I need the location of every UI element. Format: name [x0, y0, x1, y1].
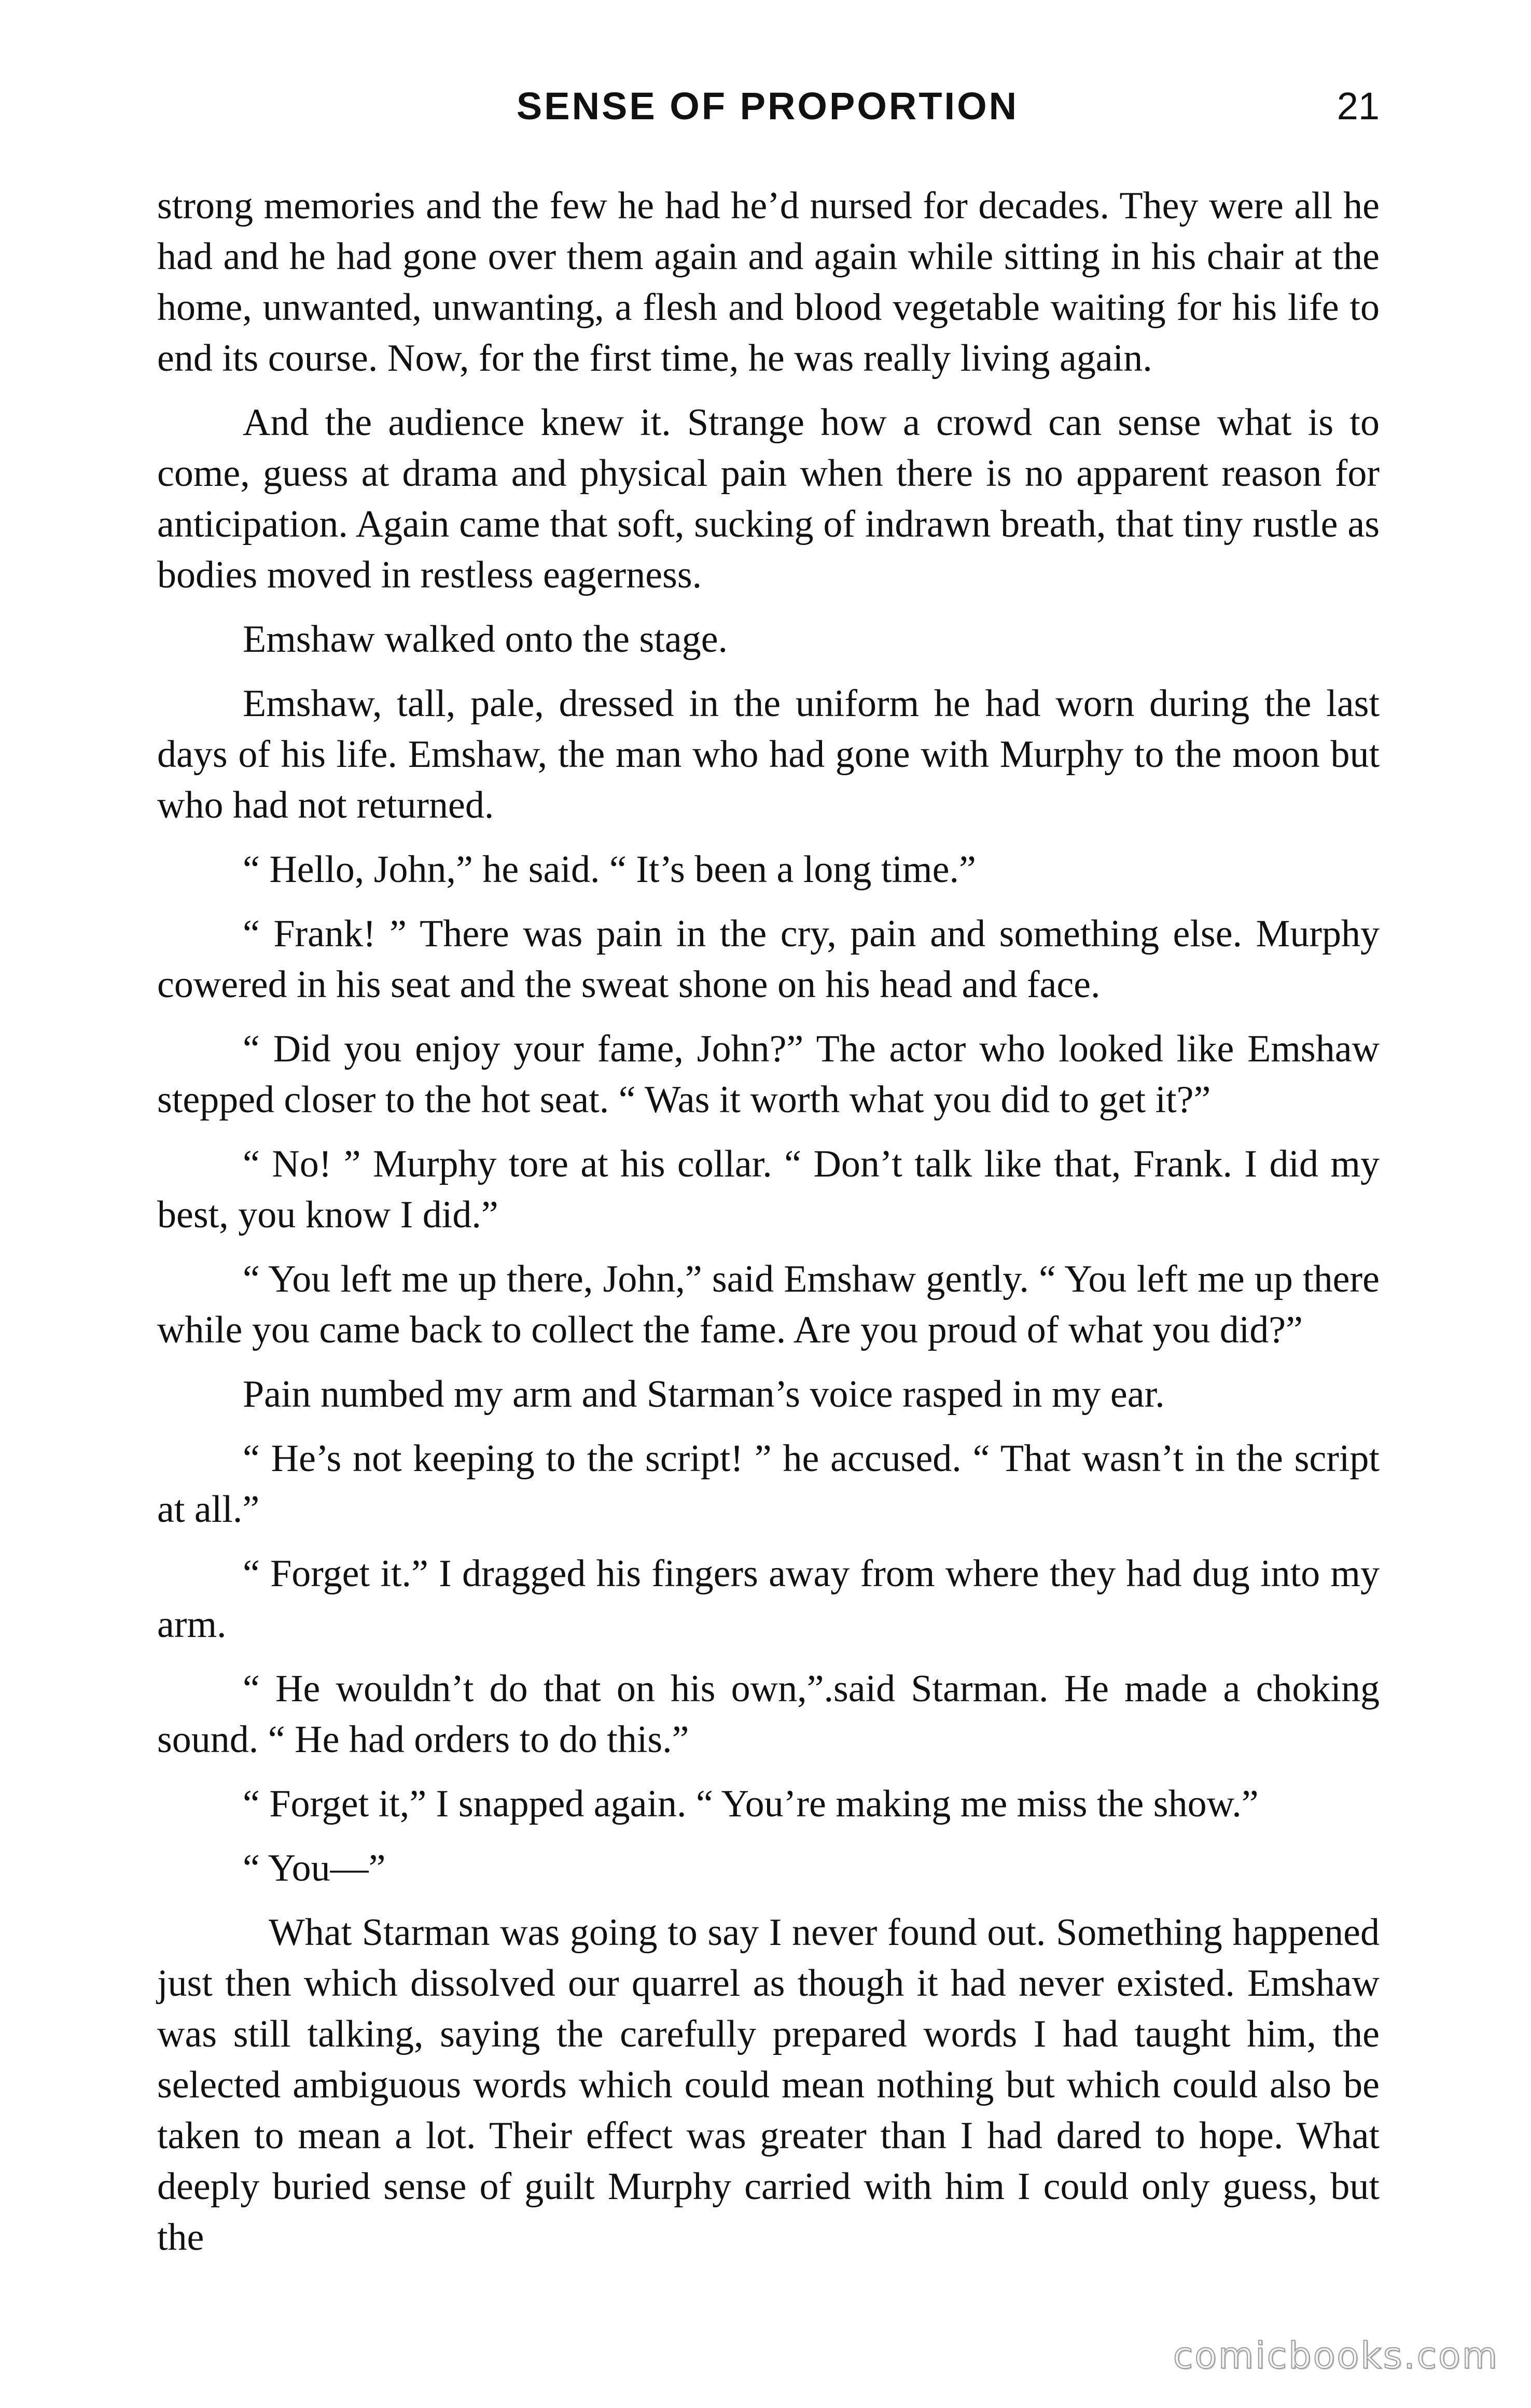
paragraph-3: Emshaw walked onto the stage. [243, 618, 728, 661]
paragraph-8: “ No! ” Murphy tore at his collar. “ Don’t talk like that, Frank. I did my best, you know I did.” [157, 1143, 1389, 1236]
paragraph-6: “ Frank! ” There was pain in the cry, pain and something else. Murphy cowered in his seat and the sweat shone on his head and face. [157, 913, 1389, 1006]
paragraph-2: And the audience knew it. Strange how a crowd can sense what is to come, guess at drama and physical pain when there is no apparent reason for anticipation. Again came that soft, sucking of indrawn breath, that tiny rustle as bodies moved in restless eagerness. [157, 401, 1389, 596]
page-number: 21 [1337, 85, 1380, 128]
paragraph-13: “ He wouldn’t do that on his own,”.said Starman. He made a choking sound. “ He had orders to do this.” [157, 1668, 1389, 1761]
paragraph-9: “ You left me up there, John,” said Emshaw gently. “ You left me up there while you came back to collect the fame. Are you proud of what you did?” [157, 1258, 1389, 1351]
body-text [157, 180, 1389, 2276]
paragraph-16: What Starman was going to say I never found out. Something happened just then which dissolved our quarrel as though it had never existed. Emshaw was still talking, saying the carefully prepared words I had taught him, the selected ambiguous words which could mean nothing but which could also be taken to mean a lot. Their effect was greater than I had dared to hope. What deeply buried sense of guilt Murphy carried with him I could only guess, but the [157, 1911, 1389, 2259]
running-title: SENSE OF PROPORTION [516, 85, 1019, 128]
paragraph-1: strong memories and the few he had he’d nursed for decades. They were all he had and he had gone over them again and again while sitting in his chair at the home, unwanted, unwanting, a flesh and blood vegetable waiting for his life to end its course. Now, for the first time, he was really living again. [157, 185, 1389, 380]
paragraph-14: “ Forget it,” I snapped again. “ You’re making me miss the show.” [243, 1783, 1259, 1825]
watermark: comicbooks.com [1173, 2334, 1499, 2377]
paragraph-11: “ He’s not keeping to the script! ” he accused. “ That wasn’t in the script at all.” [157, 1437, 1389, 1531]
paragraph-5: “ Hello, John,” he said. “ It’s been a long time.” [243, 848, 976, 891]
paragraph-10: Pain numbed my arm and Starman’s voice rasped in my ear. [243, 1373, 1165, 1416]
paragraph-12: “ Forget it.” I dragged his fingers away from where they had dug into my arm. [157, 1552, 1389, 1646]
paragraph-4: Emshaw, tall, pale, dressed in the uniform he had worn during the last days of his life. Emshaw, the man who had gone with Murphy to the moon but who had not returned. [157, 682, 1389, 827]
paragraph-15: “ You—” [243, 1847, 386, 1889]
running-head [156, 78, 1380, 135]
paragraph-7: “ Did you enjoy your fame, John?” The actor who looked like Emshaw stepped closer to the hot seat. “ Was it worth what you did to get it?” [157, 1028, 1389, 1121]
